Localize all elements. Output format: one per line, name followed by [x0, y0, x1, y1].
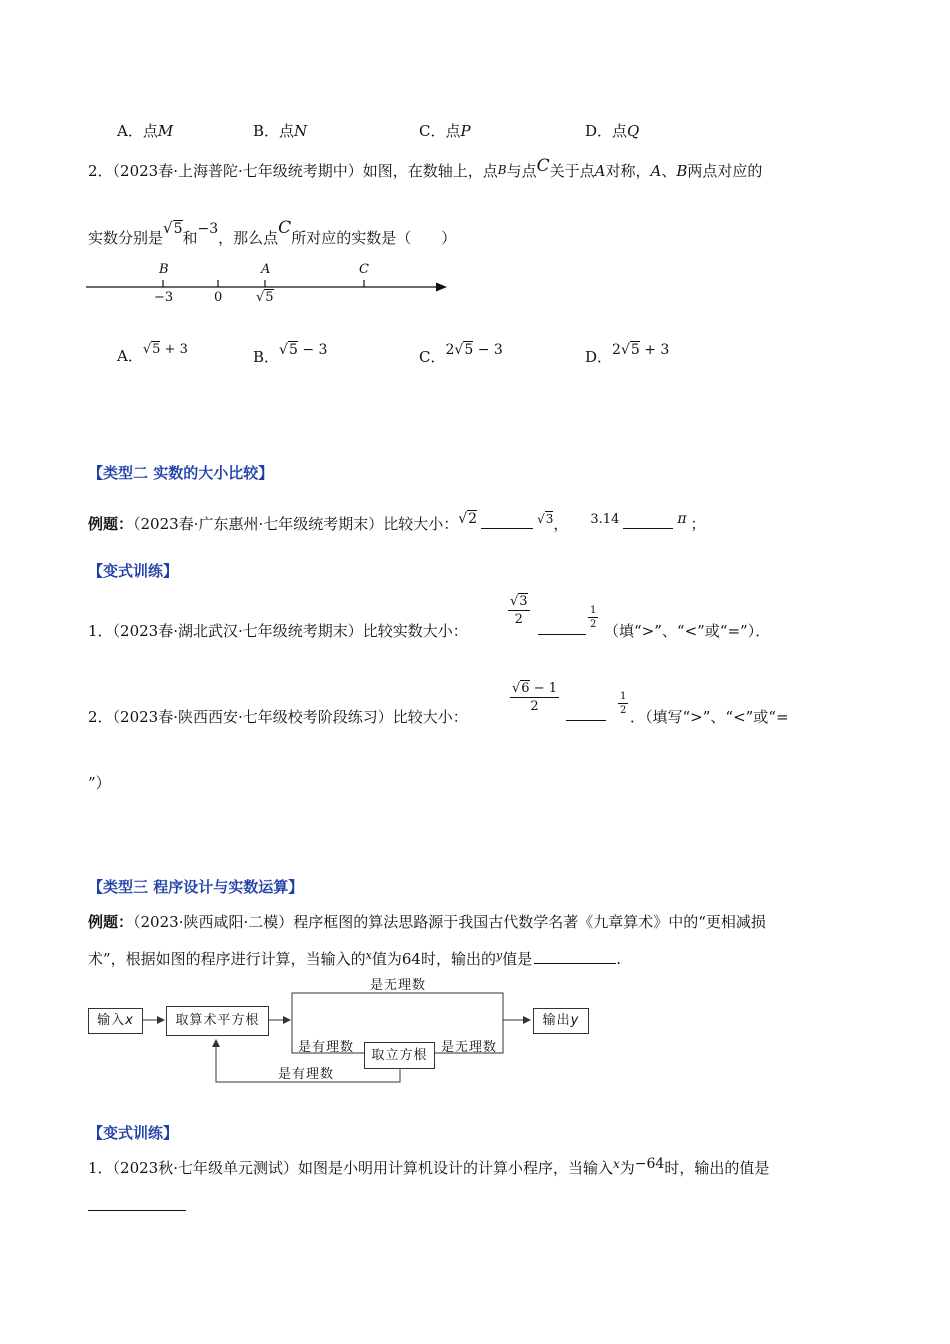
type2-example: [88, 511, 706, 534]
option-letter: C．: [419, 348, 446, 366]
option-letter: C．: [419, 122, 446, 140]
option-letter: D．: [585, 348, 613, 366]
question-text: （2023秋·七年级单元测试）如图是小明用计算机设计的计算小程序，当输入: [112, 1159, 613, 1177]
answer-blank[interactable]: [623, 514, 673, 529]
comma: ，: [553, 515, 569, 533]
type2-v2-frac: [510, 680, 559, 715]
radicand: 5: [288, 342, 298, 358]
radicand: 2: [468, 511, 478, 527]
q2-text: 、: [661, 162, 677, 180]
sqrt-sign: √: [454, 342, 464, 358]
option-letter: B．: [253, 122, 280, 140]
type3-v1-line: [88, 1156, 769, 1178]
flow-label-irrational-right: 是无理数: [441, 1040, 498, 1055]
flow-cube-box: 取立方根: [364, 1042, 435, 1069]
option-text: 点: [612, 122, 628, 140]
q2-text: 与点: [506, 162, 537, 180]
fraction-one-half: [588, 604, 598, 631]
option-letter: D．: [585, 122, 613, 140]
type2-variant-title: 【变式训练】: [88, 562, 179, 580]
q2-line1: [88, 156, 762, 181]
type2-v2: [88, 706, 468, 727]
radicand: 5: [173, 221, 183, 237]
fraction-den: 2: [514, 612, 523, 627]
sqrt-sign: √: [620, 342, 630, 358]
q2-option-c: [419, 342, 503, 367]
fraction-sqrt3-over-2: [508, 593, 530, 628]
number-line-arrow: [436, 283, 447, 292]
type2-v2-blank-wrap: [566, 706, 606, 725]
option-var: P: [460, 122, 471, 140]
type2-v2-half: [618, 690, 628, 717]
answer-blank[interactable]: [534, 949, 616, 964]
flow-label-rational-bottom: 是有理数: [278, 1067, 335, 1082]
type3-v1-blank-wrap: [88, 1196, 186, 1215]
q2-text: 实数分别是: [88, 229, 164, 247]
fraction-sqrt6-minus-1-over-2: [510, 680, 559, 715]
answer-blank[interactable]: [566, 706, 606, 721]
option-var: N: [294, 122, 308, 140]
sqrt-sign: √: [256, 290, 265, 305]
type2-v1-blank-wrap: [538, 620, 586, 639]
q2-number: 2．: [88, 162, 113, 180]
tail: − 3: [473, 342, 503, 358]
q2-text: 对称，: [605, 162, 651, 180]
example-source: （2023春·广东惠州·七年级统考期末）比较大小：: [133, 515, 459, 533]
q2-var-a: A: [594, 162, 606, 180]
q2-text: 关于点: [549, 162, 595, 180]
radicand: 3: [519, 594, 528, 609]
tail: − 1: [529, 681, 558, 696]
tail: + 3: [160, 342, 188, 357]
q2-text: 所对应的实数是（ ）: [291, 229, 457, 247]
q2-option-a: [117, 342, 188, 366]
flow-input-var: x: [125, 1013, 134, 1028]
fraction-den: 2: [590, 619, 597, 630]
type2-title: 【类型二 实数的大小比较】: [88, 464, 274, 482]
numberline-label-b: B: [159, 262, 169, 277]
option-letter: A．: [117, 347, 143, 365]
flow-input-label: 输入: [97, 1013, 126, 1028]
example-label: 例题：: [88, 515, 134, 533]
type3-example-line2: [88, 948, 621, 969]
flow-output-label: 输出: [542, 1013, 571, 1028]
pi: π: [677, 511, 687, 527]
question-number: 1．: [88, 622, 113, 640]
numberline-tick-a: [256, 290, 274, 305]
fraction-one-half: [618, 690, 628, 717]
num-314: 3.14: [590, 512, 620, 527]
fraction-num: √3: [510, 594, 528, 609]
option-text: 点: [445, 122, 461, 140]
q2-var-b: B: [497, 163, 507, 177]
sqrt-sign: √: [458, 511, 468, 527]
answer-blank[interactable]: [88, 1196, 186, 1211]
answer-blank[interactable]: [538, 620, 586, 635]
q2-option-d: [585, 342, 669, 367]
radicand: 6: [521, 681, 530, 696]
radicand: 5: [630, 342, 640, 358]
question-source: （2023春·湖北武汉·七年级统考期末）比较实数大小：: [112, 622, 468, 640]
flow-label-rational-left: 是有理数: [298, 1040, 355, 1055]
question-number: 1．: [88, 1159, 113, 1177]
q1-option-b: [253, 120, 307, 141]
option-expr: [612, 341, 669, 358]
tail: + 3: [639, 342, 670, 358]
q2-line2: [88, 218, 456, 248]
fraction-den: 2: [530, 699, 539, 714]
value-neg64: −64: [634, 1156, 665, 1172]
flow-input-box: [88, 1008, 143, 1034]
answer-blank[interactable]: [481, 514, 533, 529]
numberline-tick-0: 0: [214, 290, 223, 305]
option-text: 点: [142, 122, 158, 140]
flow-output-box: [533, 1008, 589, 1034]
option-text: 点: [279, 122, 295, 140]
numberline-label-c: C: [359, 262, 369, 277]
option-letter: A．: [117, 122, 143, 140]
radicand: 5: [464, 342, 474, 358]
radicand: 5: [265, 290, 274, 305]
q2-text: 两点对应的: [687, 162, 763, 180]
radicand: 5: [152, 342, 161, 357]
type2-v2-end2: ”）: [88, 774, 111, 792]
type2-v1: [88, 620, 468, 641]
numberline-label-a: A: [261, 262, 271, 277]
example-text: 值是: [502, 950, 533, 968]
example-text: （2023·陕西咸阳·二模）程序框图的算法思路源于我国古代数学名著《九章算术》中的“更相减损: [133, 913, 766, 931]
fraction-num: 1: [590, 605, 597, 616]
sqrt-sign: √: [163, 219, 173, 237]
sqrt2: [458, 510, 477, 527]
q2-option-b: [253, 342, 327, 367]
type2-v1-end: （填“>”、“<”或“=”）．: [604, 622, 771, 640]
q1-option-a: [117, 120, 173, 141]
flow-label-irrational-top: 是无理数: [370, 978, 427, 993]
q1-option-c: [419, 120, 471, 141]
coef: 2: [612, 342, 621, 358]
q2-neg3: −3: [197, 221, 219, 237]
type3-variant-title: 【变式训练】: [88, 1124, 179, 1142]
option-var: Q: [627, 122, 640, 140]
type2-v2-end: ．（填写“>”、“<”或“=: [630, 708, 789, 726]
q2-text: 如图，在数轴上，点: [362, 162, 498, 180]
q2-var-a2: A: [650, 162, 662, 180]
example-text: 术”，根据如图的程序进行计算，当输入的: [88, 950, 366, 968]
fraction-num: √6 − 1: [512, 681, 558, 696]
question-text: 为: [619, 1159, 635, 1177]
question-source: （2023春·陕西西安·七年级校考阶段练习）比较大小：: [112, 708, 468, 726]
option-var: M: [157, 122, 174, 140]
option-letter: B．: [253, 348, 280, 366]
sqrt-sign: √: [142, 342, 152, 357]
question-number: 2．: [88, 708, 113, 726]
var-x: x: [365, 949, 372, 962]
sqrt-sign: √: [537, 512, 545, 526]
var-x: x: [613, 1157, 620, 1171]
tail: − 3: [297, 342, 328, 358]
end-punct: ；: [690, 515, 706, 533]
option-expr: [445, 341, 502, 358]
q2-source: （2023春·上海普陀·七年级统考期中）: [112, 162, 363, 180]
type2-v1-half: [588, 604, 598, 631]
example-label: 例题：: [88, 913, 134, 931]
sqrt3: [537, 511, 553, 526]
q2-var-b2: B: [676, 162, 688, 180]
radicand: 3: [545, 512, 554, 526]
q2-sqrt5: [163, 221, 182, 237]
q2-text: 和: [182, 229, 198, 247]
type3-example-line1: [88, 911, 766, 932]
option-expr: [143, 341, 188, 357]
q2-var-c: C: [536, 156, 550, 176]
fraction-num: 1: [620, 691, 627, 702]
example-text: .: [616, 950, 621, 968]
numberline-tick-b: −3: [154, 290, 174, 305]
q2-text: ，那么点: [218, 229, 279, 247]
example-text: 值为64时，输出的: [371, 950, 496, 968]
option-expr: [279, 341, 327, 358]
type2-v1-frac: [508, 593, 530, 628]
var-y: y: [495, 949, 503, 962]
coef: 2: [445, 342, 455, 358]
type3-title: 【类型三 程序设计与实数运算】: [88, 878, 304, 896]
question-text: 时，输出的值是: [664, 1159, 770, 1177]
flow-output-var: y: [570, 1013, 580, 1028]
fraction-den: 2: [620, 705, 627, 716]
flow-sqrt-box: 取算术平方根: [166, 1006, 269, 1036]
q2-var-c2: C: [278, 218, 292, 238]
q1-option-d: [585, 120, 639, 141]
sqrt-sign: √: [279, 342, 288, 358]
